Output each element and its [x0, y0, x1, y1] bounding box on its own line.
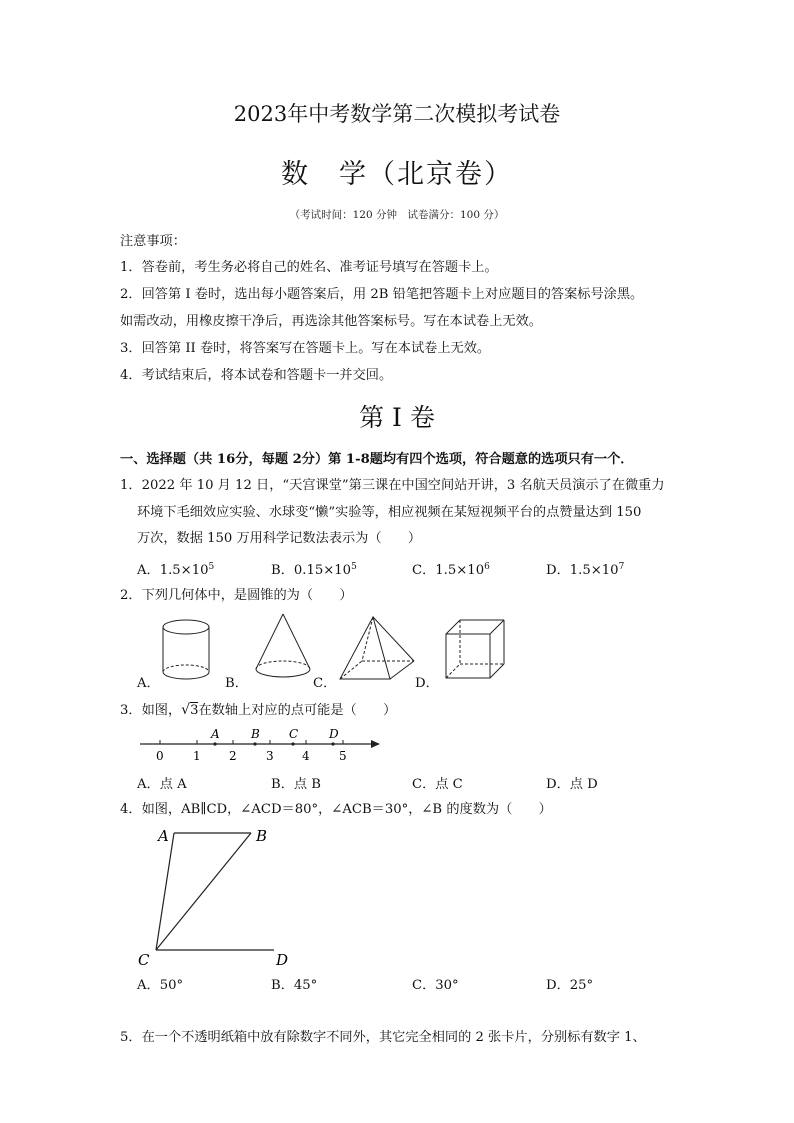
- q1-option-d[interactable]: D．$1.5\times 10^7$: [546, 562, 625, 578]
- point-a-label: A: [211, 727, 220, 741]
- q4-option-b[interactable]: B．45°: [271, 978, 318, 993]
- q1-option-c[interactable]: C．$1.5\times 10^6$: [412, 562, 490, 578]
- vertex-b-label: B: [256, 827, 268, 845]
- q1-line-1: 1．2022 年 10 月 12 日，“天宫课堂”第三课在中国空间站开讲，3 名航天员演示了在微重力: [120, 478, 665, 493]
- number-line: [140, 727, 390, 767]
- point-d-label: D: [329, 727, 339, 741]
- q2-option-d[interactable]: D．: [415, 676, 439, 691]
- notice-item-3: 3．回答第 II 卷时，将答案写在答题卡上。写在本试卷上无效。: [120, 341, 491, 356]
- cube-figure: [444, 618, 508, 682]
- vertex-d-label: D: [276, 951, 289, 969]
- cone-figure: [254, 612, 312, 682]
- q3-stem-after: 在数轴上对应的点可能是（ ）: [198, 703, 397, 718]
- q3-stem: [120, 701, 396, 720]
- q1-option-b[interactable]: B．$0.15\times 10^5$: [271, 562, 357, 578]
- subject-title: 数 学（北京卷）: [281, 159, 513, 190]
- part-title: 第 I 卷: [359, 403, 435, 432]
- vertex-a-label: A: [158, 827, 169, 845]
- q5-stem: 5．在一个不透明纸箱中放有除数字不同外，其它完全相同的 2 张卡片，分别标有数字 1、: [120, 1030, 646, 1045]
- q4-stem: 4．如图，AB∥CD，∠ACD＝80°，∠ACB＝30°，∠B 的度数为（ ）: [120, 802, 552, 817]
- notice-item-2: 2．回答第 I 卷时，选出每小题答案后，用 2B 铅笔把答题卡上对应题目的答案标号涂黑。: [120, 287, 644, 302]
- pyramid-figure: [338, 615, 418, 683]
- tick-label-0: 0: [156, 749, 164, 763]
- tick-label-5: 5: [339, 749, 347, 763]
- point-b-dot: [253, 742, 256, 745]
- q3-option-d[interactable]: D．点 D: [546, 777, 598, 792]
- q2-option-c[interactable]: C．: [313, 676, 337, 691]
- notice-item-2-cont: 如需改动，用橡皮擦干净后，再选涂其他答案标号。写在本试卷上无效。: [120, 314, 542, 329]
- q4-option-c[interactable]: C．30°: [412, 978, 459, 993]
- tick-label-3: 3: [266, 749, 274, 763]
- q4-option-a[interactable]: A．50°: [137, 978, 184, 993]
- point-c-dot: [291, 742, 294, 745]
- tick-label-4: 4: [302, 749, 310, 763]
- cylinder-figure: [160, 618, 212, 682]
- exam-info: （考试时间：120 分钟 试卷满分：100 分）: [289, 209, 505, 221]
- q2-option-a[interactable]: A．: [137, 676, 160, 691]
- exam-title: 2023年中考数学第二次模拟考试卷: [233, 102, 561, 126]
- q1-line-2: 环境下毛细效应实验、水球变“懒”实验等，相应视频在某短视频平台的点赞量达到 150: [137, 505, 642, 520]
- q3-radicand: 3: [190, 703, 199, 718]
- point-b-label: B: [251, 727, 260, 741]
- q2-option-b[interactable]: B．: [225, 676, 248, 691]
- sqrt-symbol: √: [181, 702, 191, 718]
- q3-option-c[interactable]: C．点 C: [412, 777, 463, 792]
- section-heading: 一、选择题（共 16分，每题 2分）第 1-8题均有四个选项，符合题意的选项只有一个．: [120, 452, 634, 467]
- q4-option-d[interactable]: D．25°: [546, 978, 594, 993]
- q1-line-3: 万次，数据 150 万用科学记数法表示为（ ）: [137, 531, 422, 546]
- q3-stem-before: 3．如图，: [120, 703, 182, 718]
- notice-item-1: 1．答卷前，考生务必将自己的姓名、准考证号填写在答题卡上。: [120, 260, 498, 275]
- tick-label-2: 2: [229, 749, 237, 763]
- trapezoid-figure: [136, 825, 296, 970]
- notice-item-4: 4．考试结束后，将本试卷和答题卡一并交回。: [120, 368, 393, 383]
- q3-option-a[interactable]: A．点 A: [137, 777, 187, 792]
- q3-option-b[interactable]: B．点 B: [271, 777, 321, 792]
- point-c-label: C: [289, 727, 299, 741]
- q1-option-a[interactable]: A．$1.5\times 10^5$: [137, 562, 215, 578]
- point-d-dot: [331, 742, 334, 745]
- point-a-dot: [213, 742, 216, 745]
- tick-label-1: 1: [193, 749, 201, 763]
- vertex-c-label: C: [138, 951, 150, 969]
- notice-heading: 注意事项：: [120, 234, 186, 249]
- q2-stem: 2．下列几何体中，是圆锥的为（ ）: [120, 588, 353, 603]
